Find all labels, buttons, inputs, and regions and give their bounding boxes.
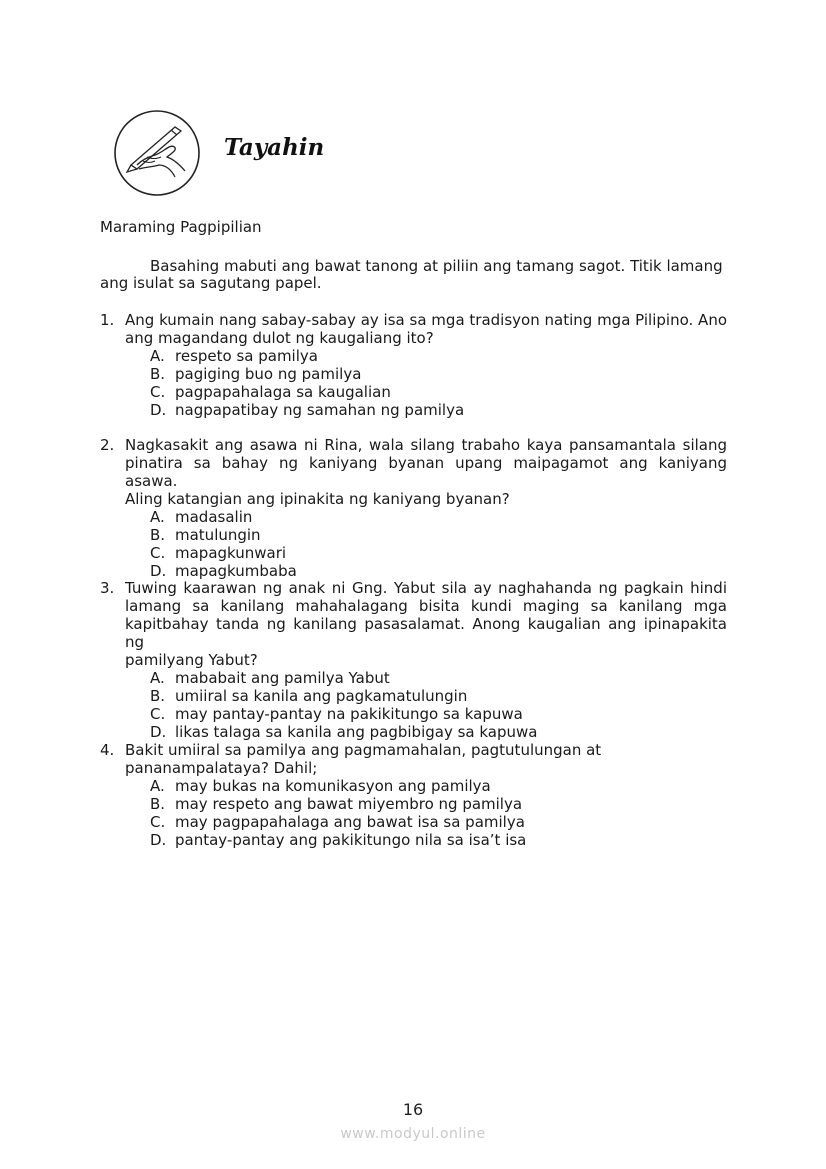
question-3 <box>100 579 727 741</box>
option-a <box>150 777 727 795</box>
stem-line: Ang kumain nang sabay-sabay ay isa sa mga tradisyon nating mga Pilipino. Ano <box>125 311 727 329</box>
stem-line: kapitbahay tanda ng kanilang pasasalamat. Anong kaugalian ang ipinapakita ng <box>125 615 727 651</box>
option-letter: D. <box>150 831 167 849</box>
option-text: madasalin <box>175 508 253 526</box>
option-a <box>150 669 727 687</box>
option-letter: D. <box>150 723 167 741</box>
instructions-line-1: Basahing mabuti ang bawat tanong at piliin ang tamang sagot. Titik lamang <box>150 257 723 275</box>
option-text: may pagpapahalaga ang bawat isa sa pamilya <box>175 813 525 831</box>
option-letter: A. <box>150 669 165 687</box>
question-number: 3. <box>100 579 115 597</box>
stem-line: ang magandang dulot ng kaugaliang ito? <box>125 329 434 347</box>
option-text: likas talaga sa kanila ang pagbibigay sa kapuwa <box>175 723 538 741</box>
option-letter: C. <box>150 813 166 831</box>
option-letter: C. <box>150 705 166 723</box>
option-letter: A. <box>150 508 165 526</box>
instructions-line-2: ang isulat sa sagutang papel. <box>100 274 322 292</box>
option-text: pagiging buo ng pamilya <box>175 365 362 383</box>
question-number: 2. <box>100 436 115 454</box>
option-text: nagpapatibay ng samahan ng pamilya <box>175 401 465 419</box>
option-a <box>150 347 727 365</box>
question-4 <box>100 741 727 849</box>
option-letter: C. <box>150 544 166 562</box>
option-text: mababait ang pamilya Yabut <box>175 669 390 687</box>
option-text: mapagkumbaba <box>175 562 297 580</box>
options-list <box>150 347 727 419</box>
option-c <box>150 383 727 401</box>
subtitle: Maraming Pagpipilian <box>100 218 262 236</box>
option-text: matulungin <box>175 526 261 544</box>
option-a <box>150 508 727 526</box>
question-stem <box>125 311 727 347</box>
watermark: www.modyul.online <box>340 1126 486 1142</box>
option-b <box>150 526 727 544</box>
stem-line: Aling katangian ang ipinakita ng kaniyang byanan? <box>125 490 510 508</box>
question-stem <box>125 579 727 669</box>
option-letter: A. <box>150 347 165 365</box>
stem-line: Nagkasakit ang asawa ni Rina, wala silang trabaho kaya pansamantala silang <box>125 436 727 454</box>
option-c <box>150 544 727 562</box>
stem-line: pamilyang Yabut? <box>125 651 258 669</box>
option-text: may bukas na komunikasyon ang pamilya <box>175 777 491 795</box>
option-letter: B. <box>150 526 166 544</box>
option-letter: C. <box>150 383 166 401</box>
question-2 <box>100 436 727 580</box>
option-letter: B. <box>150 795 166 813</box>
option-text: pantay-pantay ang pakikitungo nila sa isa’t isa <box>175 831 527 849</box>
stem-line: lamang sa kanilang mahahalagang bisita kundi maging sa kanilang mga <box>125 597 727 615</box>
options-list <box>150 669 727 741</box>
option-b <box>150 795 727 813</box>
option-d <box>150 723 727 741</box>
option-letter: D. <box>150 401 167 419</box>
hand-writing-icon <box>113 109 201 197</box>
option-text: pagpapahalaga sa kaugalian <box>175 383 391 401</box>
option-letter: B. <box>150 365 166 383</box>
stem-line: Bakit umiiral sa pamilya ang pagmamahalan, pagtutulungan at <box>125 741 602 759</box>
option-text: may respeto ang bawat miyembro ng pamilya <box>175 795 523 813</box>
option-d <box>150 562 727 580</box>
option-d <box>150 831 727 849</box>
option-b <box>150 365 727 383</box>
option-letter: B. <box>150 687 166 705</box>
question-number: 1. <box>100 311 115 329</box>
options-list <box>150 777 727 849</box>
stem-line: Tuwing kaarawan ng anak ni Gng. Yabut sila ay naghahanda ng pagkain hindi <box>125 579 727 597</box>
question-1 <box>100 311 727 419</box>
option-text: may pantay-pantay na pakikitungo sa kapuwa <box>175 705 523 723</box>
option-b <box>150 687 727 705</box>
option-text: mapagkunwari <box>175 544 287 562</box>
option-letter: A. <box>150 777 165 795</box>
question-number: 4. <box>100 741 115 759</box>
section-title: Tayahin <box>224 134 325 161</box>
option-c <box>150 705 727 723</box>
stem-line: pinatira sa bahay ng kaniyang byanan upang maipagamot ang kaniyang asawa. <box>125 454 727 490</box>
option-c <box>150 813 727 831</box>
option-text: umiiral sa kanila ang pagkamatulungin <box>175 687 468 705</box>
option-text: respeto sa pamilya <box>175 347 318 365</box>
stem-line: pananampalataya? Dahil; <box>125 759 318 777</box>
question-stem <box>125 436 727 508</box>
question-stem <box>125 741 727 777</box>
option-letter: D. <box>150 562 167 580</box>
option-d <box>150 401 727 419</box>
page-number: 16 <box>402 1100 424 1119</box>
options-list <box>150 508 727 580</box>
